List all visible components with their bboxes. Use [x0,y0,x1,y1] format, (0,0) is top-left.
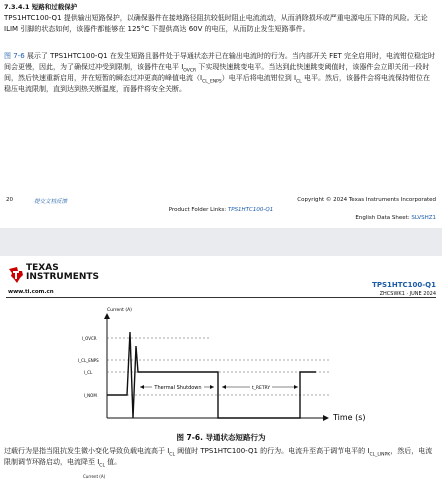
paragraph-short-circuit-behavior: 图 7-6 展示了 TPS1HTC100-Q1 在发生短路且器件处于导通状态并已在输出电流时的行为。当内部开关 FET 完全启用时，电流钳位稳定时间会更慢，因此，为了确保过冲受到限制，该器件在电平 $I_{OVCR}$ 下实现快速跳变电平。当达到此快速跳变阈值时，该器件会立即关闭一段时间，然后快速重新启用，并在短暂的瞬态过冲更高的峰值电流$(I_{CL\_ENPS})$电平后将电流钳位到 $I_{CL}$ 电平。然后，该器件会将电流保持钳位在稳压电流限制，直到达到热关断温度，而器件将安全关断。 [4,52,436,93]
part-number[interactable]: TPS1HTC100-Q1 [372,281,436,289]
header-rule [6,297,436,298]
y-label-icl: I_CL [84,370,93,375]
y-axis-title: Current (A) [107,308,132,313]
feedback-link[interactable]: 提交文档反馈 [34,199,68,205]
paragraph-short-circuit-intro: TPS1HTC100-Q1 提供输出短路保护，以确保器件在接地路径阻抗较低时阻止电流流动，从而消除损坏或严重电源电压下降的风险。无论 ILIM 引脚的状态如何，该器件都能够在 125°C 下提供高达 60V 的电压，从而防止发生短路事件。 [4,14,428,33]
ti-logo-icon [8,266,24,284]
figure-caption: 图 7-6. 导通状态短路行为 [176,433,266,442]
page-gap [0,228,442,256]
ti-brand: TEXAS INSTRUMENTS [26,263,99,282]
copyright: Copyright © 2024 Texas Instruments Incorporated [297,197,436,203]
current-waveform [107,332,316,418]
label-thermal-shutdown: Thermal Shutdown [154,385,202,391]
section-heading: 7.3.4.1 短路和过载保护 [4,3,78,11]
figure-link[interactable]: 图 7-6 [4,52,25,60]
revision-info: ZHCSWK1 · JUNE 2024 [379,291,436,297]
product-folder-link[interactable]: TPS1HTC100-Q1 [227,207,274,213]
page-number: 20 [6,197,13,203]
english-datasheet: English Data Sheet: SLVSHZ1 [355,215,436,221]
ti-url[interactable]: www.ti.com.cn [8,289,54,295]
y-label-inom: I_NOM [84,393,97,398]
y-label-iclenps: I_CL_ENPS [78,358,99,363]
figure-short-circuit [0,300,442,432]
english-datasheet-link[interactable]: SLVSHZ1 [411,215,436,221]
label-retry: t_RETRY [251,386,271,391]
paragraph-overload: 过载行为是指当阻抗发生微小变化导致负载电流高于 $I_{CL}$ 阈值时 TPS1HTC100-Q1 的行为。电流升至高于调节电平的 $I_{CL\_LINPK}$，然后，电流限制调节环路启动，电流降至 $I_{CL}$ 值。 [4,447,433,469]
figure2-y-title: Current (A) [83,474,106,479]
x-axis-title: Time (s) [333,413,366,422]
y-label-iovcr: I_OVCR [82,336,97,341]
product-folder-links: Product Folder Links: TPS1HTC100-Q1 [168,207,274,213]
